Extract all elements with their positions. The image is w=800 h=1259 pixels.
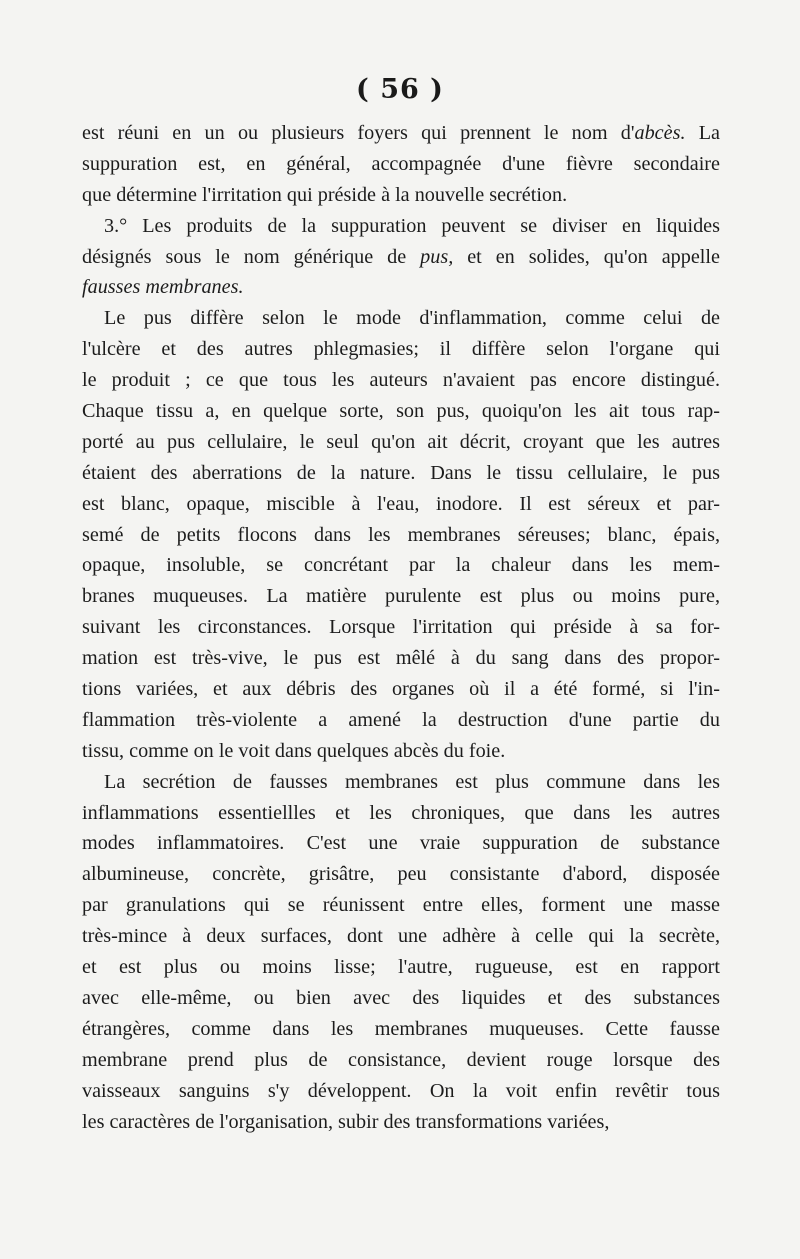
text-line: tissu, comme on le voit dans quelques abcès du foie.	[82, 739, 506, 762]
text-line: par granulations qui se réunissent entre elles, forment une masse	[82, 894, 720, 917]
text-line: le produit ; ce que tous les auteurs n'avaient pas encore distingué.	[82, 369, 720, 392]
page-number: ( 56 )	[356, 74, 444, 105]
text-line: Chaque tissu a, en quelque sorte, son pus, quoiqu'on les ait tous rap-	[82, 400, 720, 423]
text-line: et est plus ou moins lisse; l'autre, rugueuse, est en rapport	[82, 956, 720, 979]
text-line: les caractères de l'organisation, subir des transformations variées,	[82, 1110, 610, 1133]
text-line: flammation très-violente a amené la destruction d'une partie du	[82, 708, 720, 731]
text-line: inflammations essentiellles et les chroniques, que dans les autres	[82, 801, 720, 824]
text-line: suppuration est, en général, accompagnée d'une fièvre secondaire	[82, 152, 720, 175]
text-line: porté au pus cellulaire, le seul qu'on ait décrit, croyant que les autres	[82, 430, 720, 453]
text-line: 3.° Les produits de la suppuration peuvent se diviser en liquides	[104, 214, 720, 237]
text-line: opaque, insoluble, se concrétant par la chaleur dans les mem-	[82, 554, 720, 577]
italic-term: fausses membranes.	[82, 276, 244, 299]
text-line: étrangères, comme dans les membranes muqueuses. Cette fausse	[82, 1017, 720, 1040]
text-line: semé de petits flocons dans les membranes séreuses; blanc, épais,	[82, 523, 720, 546]
text-line: albumineuse, concrète, grisâtre, peu consistante d'abord, disposée	[82, 863, 720, 886]
text-line: tions variées, et aux débris des organes où il a été formé, si l'in-	[82, 678, 720, 701]
text-line: que détermine l'irritation qui préside à la nouvelle secrétion.	[82, 183, 568, 206]
text-line: vaisseaux sanguins s'y développent. On la voit enfin revêtir tous	[82, 1079, 720, 1102]
text-line: étaient des aberrations de la nature. Dans le tissu cellulaire, le pus	[82, 461, 720, 484]
italic-term: pus,	[420, 245, 454, 268]
text-line: très-mince à deux surfaces, dont une adhère à celle qui la secrète,	[82, 925, 720, 948]
text-line: mation est très-vive, le pus est mêlé à du sang dans des propor-	[82, 647, 720, 670]
text-line: Le pus diffère selon le mode d'inflammation, comme celui de	[104, 307, 720, 330]
text-line: est réuni en un ou plusieurs foyers qui prennent le nom d'abcès. La	[82, 122, 720, 144]
italic-term: abcès.	[634, 122, 686, 144]
body-text	[82, 118, 720, 1137]
text-line: désignés sous le nom générique de pus, et en solides, qu'on appelle	[82, 245, 720, 268]
text-line: avec elle-même, ou bien avec des liquides et des substances	[82, 986, 720, 1009]
text-line: branes muqueuses. La matière purulente est plus ou moins pure,	[82, 585, 720, 608]
text-line: membrane prend plus de consistance, devient rouge lorsque des	[82, 1048, 720, 1071]
text-line: est blanc, opaque, miscible à l'eau, inodore. Il est séreux et par-	[82, 492, 720, 515]
text-line	[82, 272, 720, 303]
text-line: modes inflammatoires. C'est une vraie suppuration de substance	[82, 832, 720, 855]
text-line: suivant les circonstances. Lorsque l'irritation qui préside à sa for-	[82, 616, 720, 639]
text-line: La secrétion de fausses membranes est plus commune dans les	[104, 770, 720, 793]
text-line: l'ulcère et des autres phlegmasies; il diffère selon l'organe qui	[82, 338, 720, 361]
